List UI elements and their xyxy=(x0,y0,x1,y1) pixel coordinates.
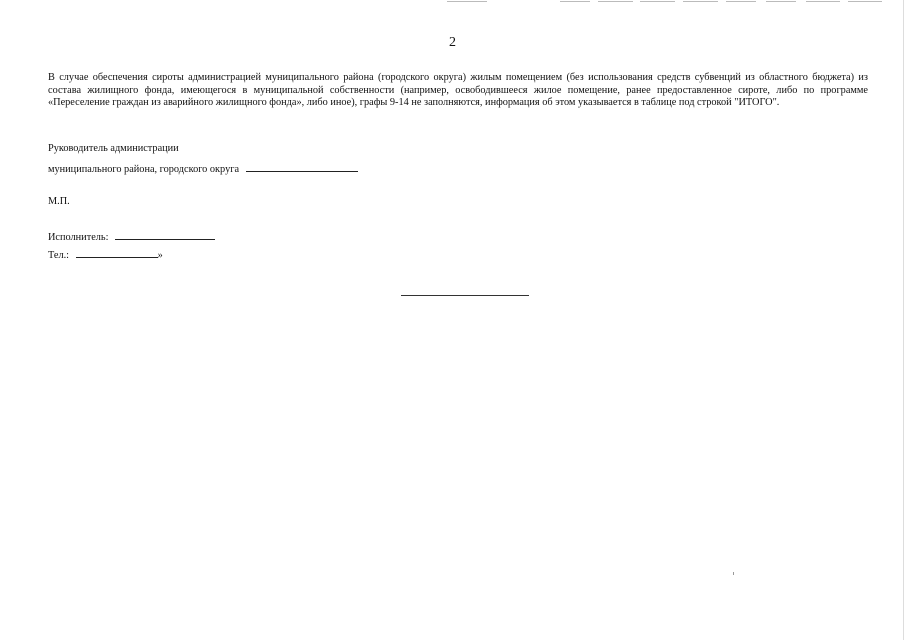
phone-blank xyxy=(76,247,158,258)
scan-mark xyxy=(806,1,840,2)
scan-mark xyxy=(683,1,718,2)
head-title-text: Руководитель администрации xyxy=(48,143,179,154)
head-signature-line xyxy=(48,161,358,176)
executor-line xyxy=(48,229,215,244)
footnote-text: В случае обеспечения сироты администрацией муниципального района (городского округа) жилым помещением (без использования средств субвенций из областного бюджета) из состава жилищного фонда, имеющегося в муниципальной собственности (например, освободившееся жилое помещение, ранее предоставленное сироте, либо по программе «Переселение граждан из аварийного жилищного фонда», либо иное), графы 9-14 не заполняются, информация об этом указывается в таблице под строкой "ИТОГО". xyxy=(48,72,868,108)
scan-mark xyxy=(766,1,796,2)
document-end-separator xyxy=(401,295,529,296)
executor-blank xyxy=(115,229,215,240)
stamp-place xyxy=(48,195,70,208)
phone-suffix: » xyxy=(157,250,163,261)
scan-mark xyxy=(726,1,756,2)
scan-mark xyxy=(447,1,487,2)
scan-mark xyxy=(598,1,633,2)
head-signature-blank xyxy=(246,161,358,172)
phone-label: Тел.: xyxy=(48,250,70,261)
executor-label: Исполнитель: xyxy=(48,232,109,243)
scan-mark xyxy=(733,572,734,575)
head-title-line xyxy=(48,142,179,155)
stamp-label: М.П. xyxy=(48,196,70,207)
scan-mark xyxy=(640,1,675,2)
head-organization-text: муниципального района, городского округа xyxy=(48,164,240,175)
scan-mark xyxy=(848,1,882,2)
phone-line xyxy=(48,247,163,262)
scan-mark xyxy=(903,0,904,640)
scan-mark xyxy=(560,1,590,2)
page-number: 2 xyxy=(449,35,456,50)
